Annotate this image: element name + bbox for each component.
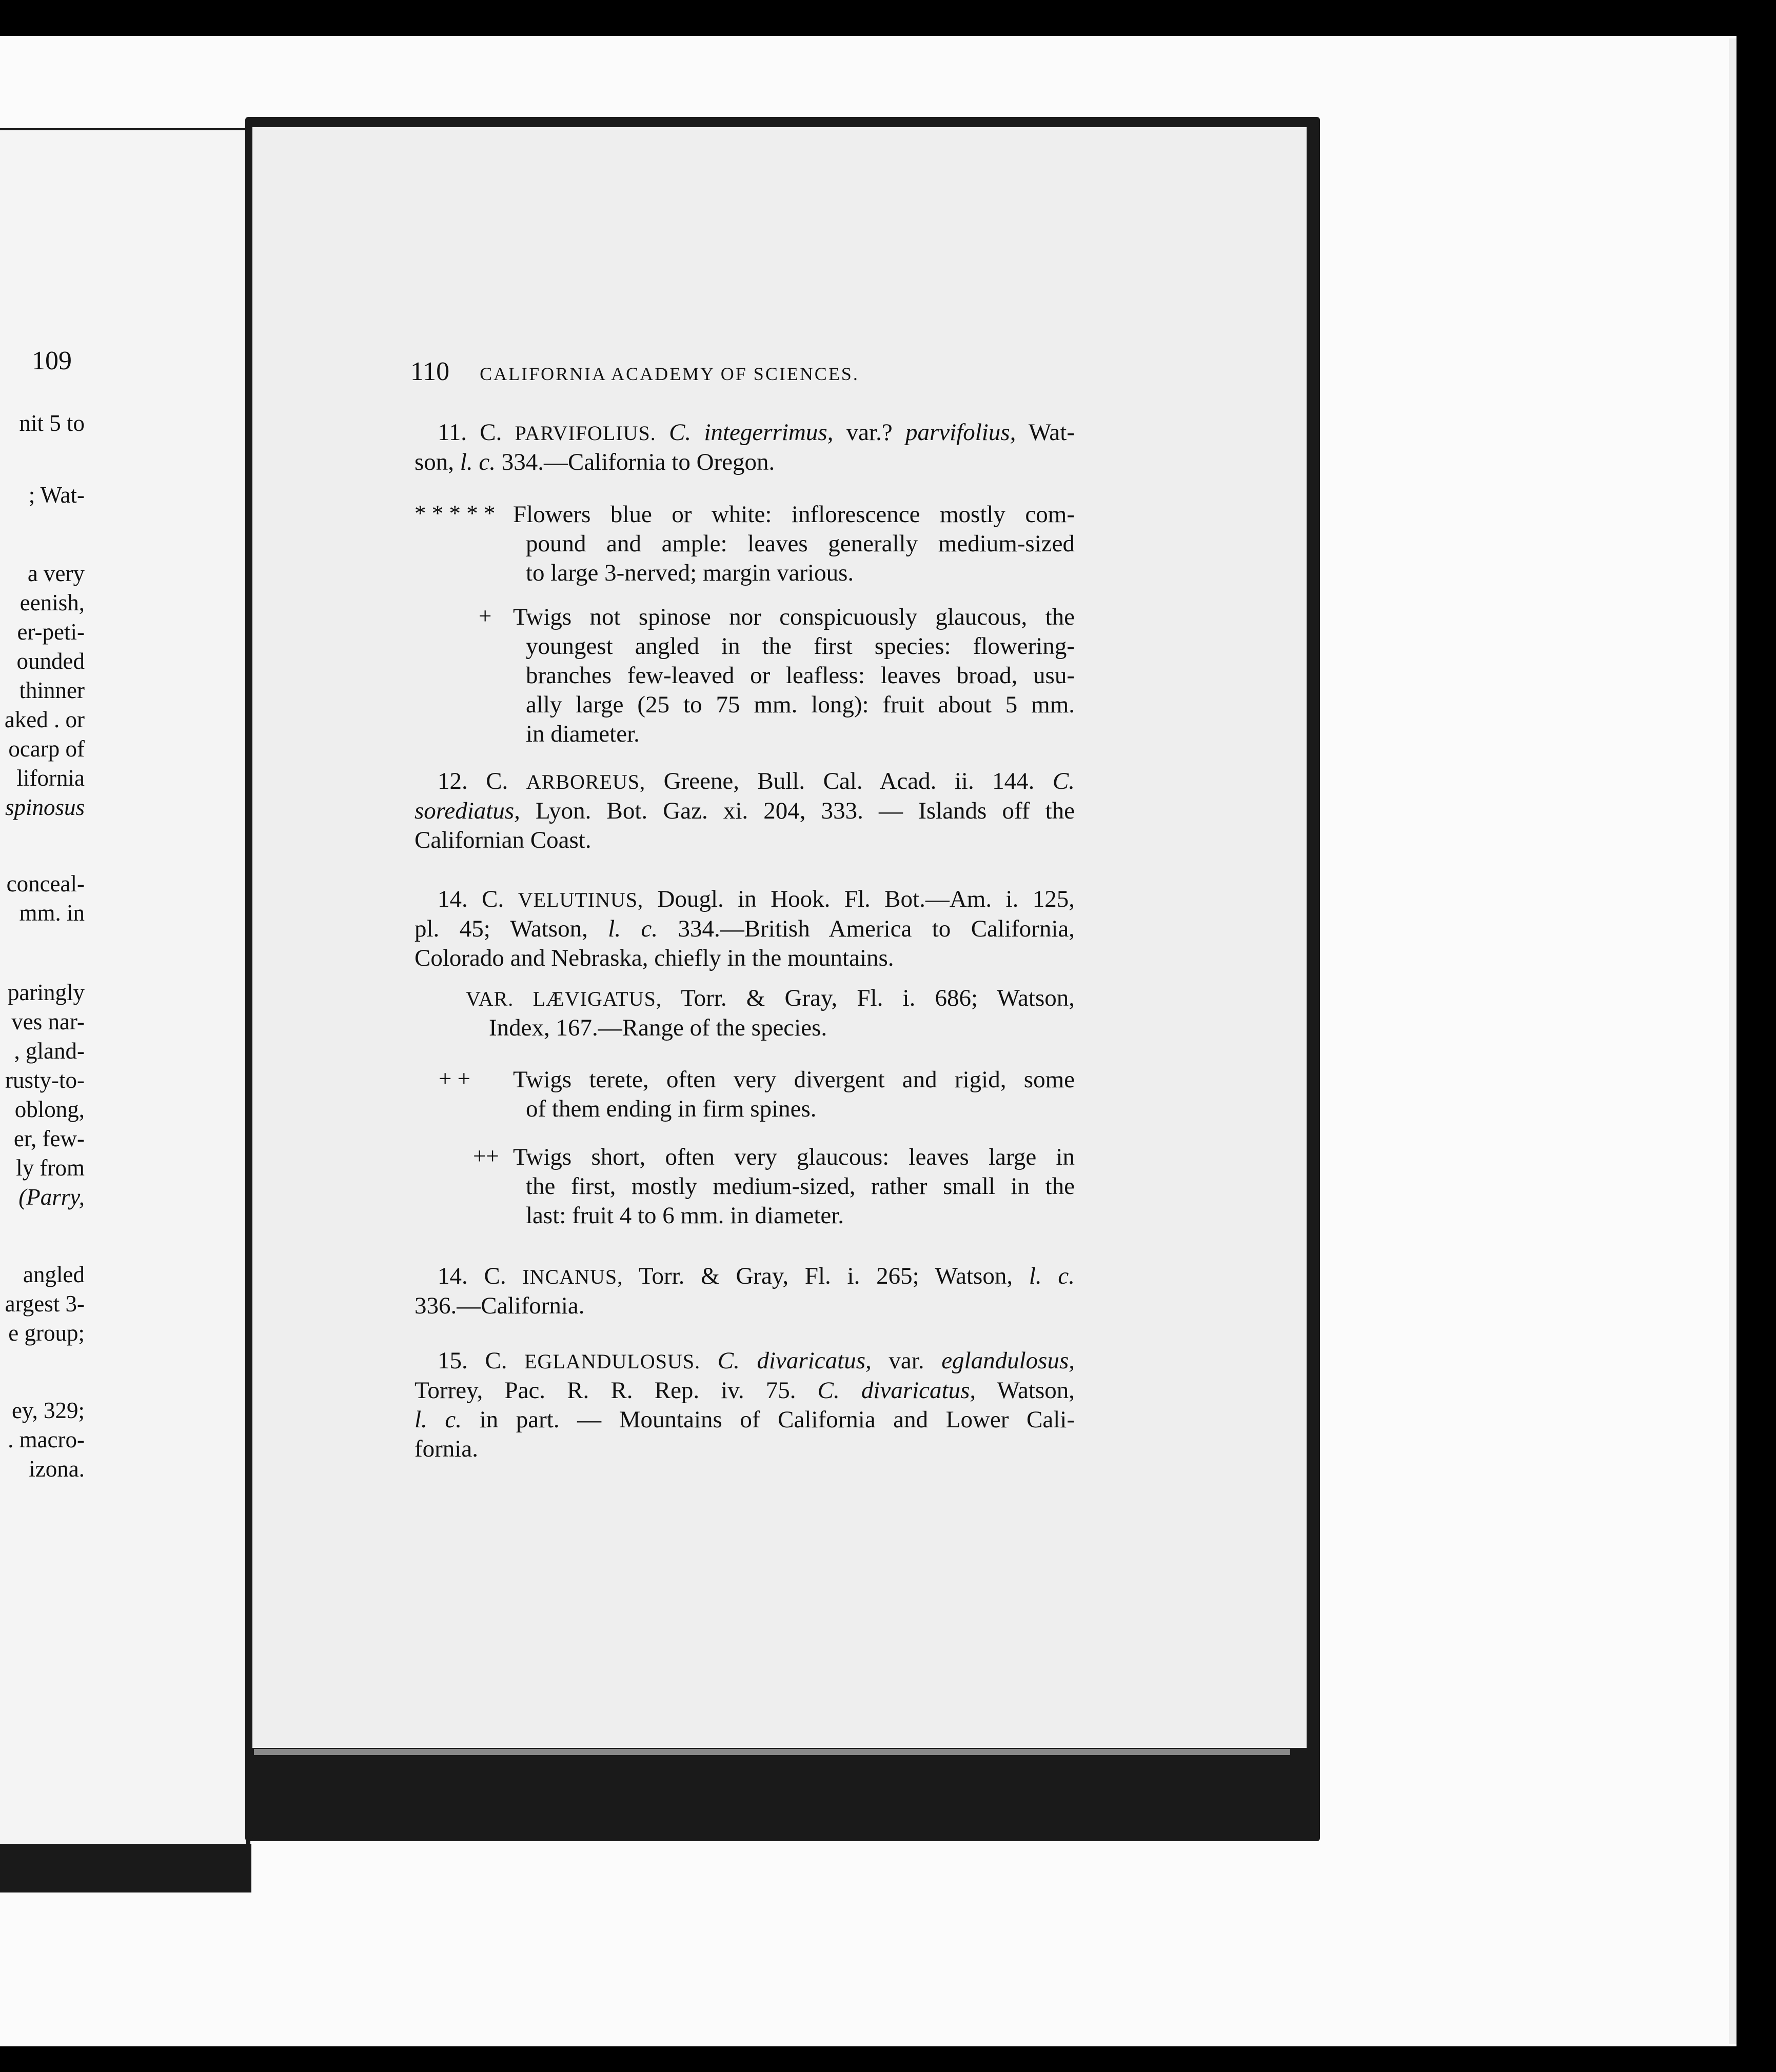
text-line: Twigs not spinose nor conspicuously glaucous, the: [513, 604, 1075, 630]
left-line: , gland-: [14, 1038, 85, 1064]
text-line: VAR. LÆVIGATUS, Torr. & Gray, Fl. i. 686; Watson,: [466, 985, 1075, 1011]
left-line: (Parry,: [18, 1184, 85, 1210]
subgroup-marker: +: [479, 603, 492, 629]
sheet-edge: [1729, 38, 1736, 2044]
left-line: mm. in: [19, 900, 85, 926]
left-line: ; Wat-: [28, 482, 85, 508]
left-page-number: 109: [32, 346, 72, 375]
journal-title: CALIFORNIA ACADEMY OF SCIENCES.: [480, 364, 859, 384]
subgroup-marker: ++: [473, 1143, 499, 1169]
left-line: a very: [27, 561, 85, 586]
left-line: e group;: [8, 1320, 85, 1346]
text-line: pound and ample: leaves generally medium-sized: [526, 530, 1075, 557]
left-line: nit 5 to: [19, 410, 85, 436]
left-page-shadow: [0, 1844, 251, 1892]
text-line: Flowers blue or white: inflorescence mostly com-: [513, 501, 1075, 528]
species-name: VELUTINUS,: [518, 888, 644, 911]
entry-14-velutinus: [415, 885, 1075, 973]
left-line: eenish,: [19, 590, 85, 615]
left-line: paringly: [8, 980, 85, 1005]
subgroup-marker: + +: [439, 1066, 471, 1091]
entry-14-incanus: [415, 1262, 1075, 1321]
text-line: Torrey, Pac. R. R. Rep. iv. 75. C. divaricatus, Watson,: [415, 1377, 1075, 1404]
left-line: ly from: [16, 1155, 85, 1181]
species-name: PARVIFOLIUS.: [515, 422, 656, 445]
text-line: of them ending in firm spines.: [526, 1095, 817, 1122]
text-line: Index, 167.—Range of the species.: [489, 1014, 827, 1041]
text-line: Colorado and Nebraska, chiefly in the mountains.: [415, 945, 894, 971]
text-line: 14. C. VELUTINUS, Dougl. in Hook. Fl. Bot.—Am. i. 125,: [438, 886, 1075, 912]
left-line: . macro-: [8, 1427, 85, 1452]
page-number: 110: [410, 357, 450, 386]
left-line: argest 3-: [5, 1291, 85, 1317]
group-marker: * * * * *: [415, 501, 496, 526]
text-line: 14. C. INCANUS, Torr. & Gray, Fl. i. 265; Watson, l. c.: [438, 1263, 1075, 1289]
text-line: 336.—California.: [415, 1292, 585, 1319]
text-line: pl. 45; Watson, l. c. 334.—British America to California,: [415, 915, 1075, 942]
text-line: l. c. in part. — Mountains of California and Lower Cali-: [415, 1406, 1075, 1433]
left-line: conceal-: [6, 871, 85, 896]
book-bottom-edge: [251, 1751, 1318, 1839]
subgroup-description: [513, 1065, 1075, 1124]
left-page: [0, 128, 250, 1846]
left-line: ocarp of: [8, 736, 85, 762]
text-line: branches few-leaved or leafless: leaves broad, usu-: [526, 662, 1075, 689]
text-line: Twigs short, often very glaucous: leaves large in: [513, 1144, 1075, 1170]
species-name: EGLANDULOSUS.: [524, 1350, 701, 1373]
text-line: Twigs terete, often very divergent and rigid, some: [513, 1066, 1075, 1093]
text-line: the first, mostly medium-sized, rather small in the: [526, 1173, 1075, 1200]
left-line: ounded: [16, 648, 85, 674]
text-line: Californian Coast.: [415, 827, 591, 853]
left-line: lifornia: [16, 765, 85, 791]
text-line: last: fruit 4 to 6 mm. in diameter.: [526, 1202, 844, 1229]
left-line: rusty-to-: [5, 1067, 85, 1093]
species-name: ARBOREUS,: [526, 770, 646, 793]
left-line: izona.: [29, 1456, 85, 1482]
species-name: INCANUS,: [522, 1265, 623, 1288]
text-line: to large 3-nerved; margin various.: [526, 560, 854, 586]
page-stack: [254, 1749, 1290, 1755]
text-line: sorediatus, Lyon. Bot. Gaz. xi. 204, 333. — Islands off the: [415, 798, 1075, 824]
text-line: 15. C. EGLANDULOSUS. C. divaricatus, var. eglandulosus,: [438, 1347, 1075, 1374]
text-line: 11. C. PARVIFOLIUS. C. integerrimus, var.? parvifolius, Wat-: [438, 419, 1075, 446]
group-description: [513, 500, 1075, 588]
entry-11: [415, 418, 1075, 477]
text-line: son, l. c. 334.—California to Oregon.: [415, 449, 775, 475]
left-line: er-peti-: [17, 619, 85, 645]
left-line: spinosus: [5, 794, 85, 820]
text-line: fornia.: [415, 1436, 478, 1462]
entry-12: [415, 767, 1075, 855]
variety-entry: [466, 984, 1075, 1043]
running-head: [410, 356, 1077, 387]
left-line: angled: [23, 1262, 85, 1287]
text-line: in diameter.: [526, 721, 640, 747]
left-line: thinner: [19, 678, 85, 703]
text-line: ally large (25 to 75 mm. long): fruit about 5 mm.: [526, 691, 1075, 718]
left-line: er, few-: [13, 1126, 85, 1151]
left-line: aked . or: [4, 707, 85, 732]
left-line: oblong,: [14, 1097, 85, 1122]
variety-name: VAR. LÆVIGATUS,: [466, 987, 662, 1010]
text-line: youngest angled in the first species: flowering-: [526, 633, 1075, 660]
left-line: ves nar-: [11, 1009, 85, 1034]
subgroup-description: [513, 603, 1075, 749]
subgroup-description: [513, 1143, 1075, 1230]
text-line: 12. C. ARBOREUS, Greene, Bull. Cal. Acad. ii. 144. C.: [438, 768, 1075, 794]
entry-15: [415, 1346, 1075, 1464]
left-line: ey, 329;: [11, 1398, 85, 1423]
